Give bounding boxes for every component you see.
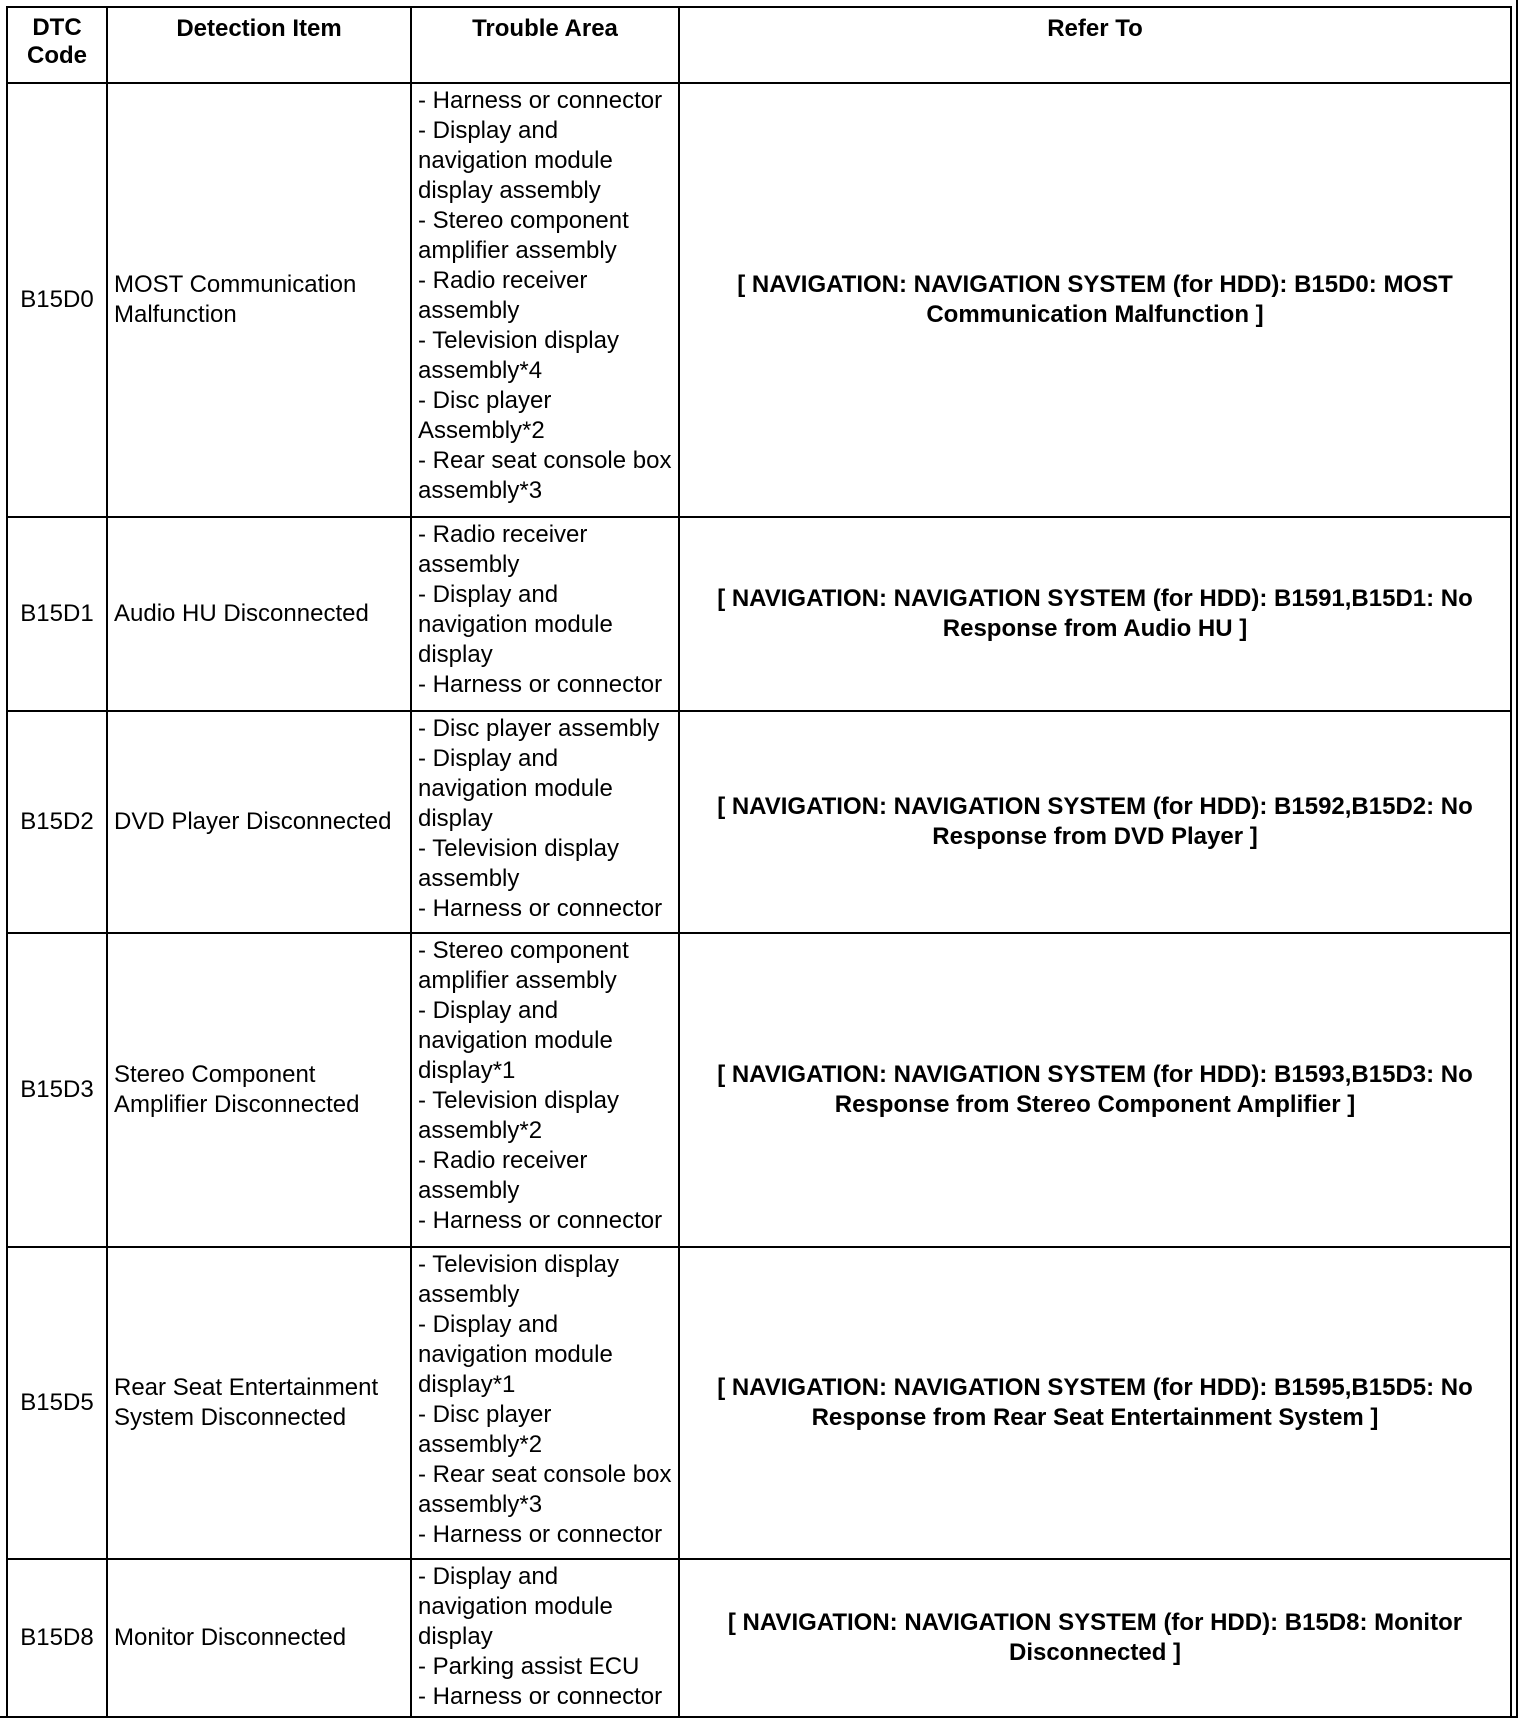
trouble-area-line: - Display and navigation module display*1 [418, 997, 613, 1084]
trouble-area [411, 83, 679, 517]
header-row [7, 7, 1511, 83]
trouble-area-line: - Rear seat console box assembly*3 [418, 1461, 672, 1518]
refer-to-link[interactable]: [ NAVIGATION: NAVIGATION SYSTEM (for HDD): B15D8: Monitor Disconnected ] [679, 1559, 1511, 1717]
header-dtc-code: DTC Code [7, 7, 107, 83]
trouble-area-line: - Radio receiver assembly [418, 521, 588, 578]
trouble-area-line: - Harness or connector [418, 1207, 663, 1234]
trouble-area-line: - Television display assembly*4 [418, 327, 619, 384]
trouble-area-line: - Display and navigation module display [418, 745, 613, 832]
trouble-area-line: - Rear seat console box assembly*3 [418, 447, 672, 504]
table-row [7, 933, 1511, 1247]
trouble-area-line: - Harness or connector [418, 1521, 663, 1548]
dtc-code: B15D0 [7, 83, 107, 517]
dtc-table [6, 6, 1512, 1718]
detection-item: Stereo Component Amplifier Disconnected [107, 933, 411, 1247]
table-row [7, 517, 1511, 711]
refer-to-link[interactable]: [ NAVIGATION: NAVIGATION SYSTEM (for HDD): B1592,B15D2: No Response from DVD Player ] [679, 711, 1511, 933]
detection-item: MOST Communication Malfunction [107, 83, 411, 517]
trouble-area-line: - Display and navigation module display assembly [418, 117, 613, 204]
trouble-area [411, 933, 679, 1247]
trouble-area-line: - Parking assist ECU [418, 1653, 640, 1680]
trouble-area-line: - Display and navigation module display [418, 581, 613, 668]
trouble-area-line: - Disc player assembly*2 [418, 1401, 552, 1458]
trouble-area-line: - Television display assembly [418, 835, 619, 892]
trouble-area-line: - Disc player Assembly*2 [418, 387, 552, 444]
trouble-area [411, 711, 679, 933]
header-detection-item: Detection Item [107, 7, 411, 83]
trouble-area-line: - Radio receiver assembly [418, 1147, 588, 1204]
table-row [7, 1247, 1511, 1559]
trouble-area-line: - Radio receiver assembly [418, 267, 588, 324]
refer-to-link[interactable]: [ NAVIGATION: NAVIGATION SYSTEM (for HDD): B1593,B15D3: No Response from Stereo Component Amplifier ] [679, 933, 1511, 1247]
header-refer-to: Refer To [679, 7, 1511, 83]
header-trouble-area: Trouble Area [411, 7, 679, 83]
refer-to-link[interactable]: [ NAVIGATION: NAVIGATION SYSTEM (for HDD): B15D0: MOST Communication Malfunction ] [679, 83, 1511, 517]
detection-item: Monitor Disconnected [107, 1559, 411, 1717]
trouble-area-line: - Television display assembly*2 [418, 1087, 619, 1144]
refer-to-link[interactable]: [ NAVIGATION: NAVIGATION SYSTEM (for HDD): B1595,B15D5: No Response from Rear Seat Entertainment System ] [679, 1247, 1511, 1559]
trouble-area-line: - Harness or connector [418, 895, 663, 922]
trouble-area-line: - Stereo component amplifier assembly [418, 207, 629, 264]
trouble-area-line: - Harness or connector [418, 87, 663, 114]
trouble-area-line: - Stereo component amplifier assembly [418, 937, 629, 994]
dtc-code: B15D5 [7, 1247, 107, 1559]
table-row [7, 1559, 1511, 1717]
detection-item: Audio HU Disconnected [107, 517, 411, 711]
trouble-area [411, 1559, 679, 1717]
dtc-code: B15D2 [7, 711, 107, 933]
dtc-code: B15D8 [7, 1559, 107, 1717]
dtc-code: B15D1 [7, 517, 107, 711]
detection-item: Rear Seat Entertainment System Disconnected [107, 1247, 411, 1559]
trouble-area-line: - Display and navigation module display [418, 1563, 613, 1650]
dtc-code: B15D3 [7, 933, 107, 1247]
trouble-area-line: - Harness or connector [418, 671, 663, 698]
trouble-area-line: - Display and navigation module display*1 [418, 1311, 613, 1398]
detection-item: DVD Player Disconnected [107, 711, 411, 933]
trouble-area-line: - Television display assembly [418, 1251, 619, 1308]
refer-to-link[interactable]: [ NAVIGATION: NAVIGATION SYSTEM (for HDD): B1591,B15D1: No Response from Audio HU ] [679, 517, 1511, 711]
trouble-area-line: - Disc player assembly [418, 715, 660, 742]
table-row [7, 83, 1511, 517]
trouble-area [411, 517, 679, 711]
table-row [7, 711, 1511, 933]
trouble-area-line: - Harness or connector [418, 1683, 663, 1710]
trouble-area [411, 1247, 679, 1559]
